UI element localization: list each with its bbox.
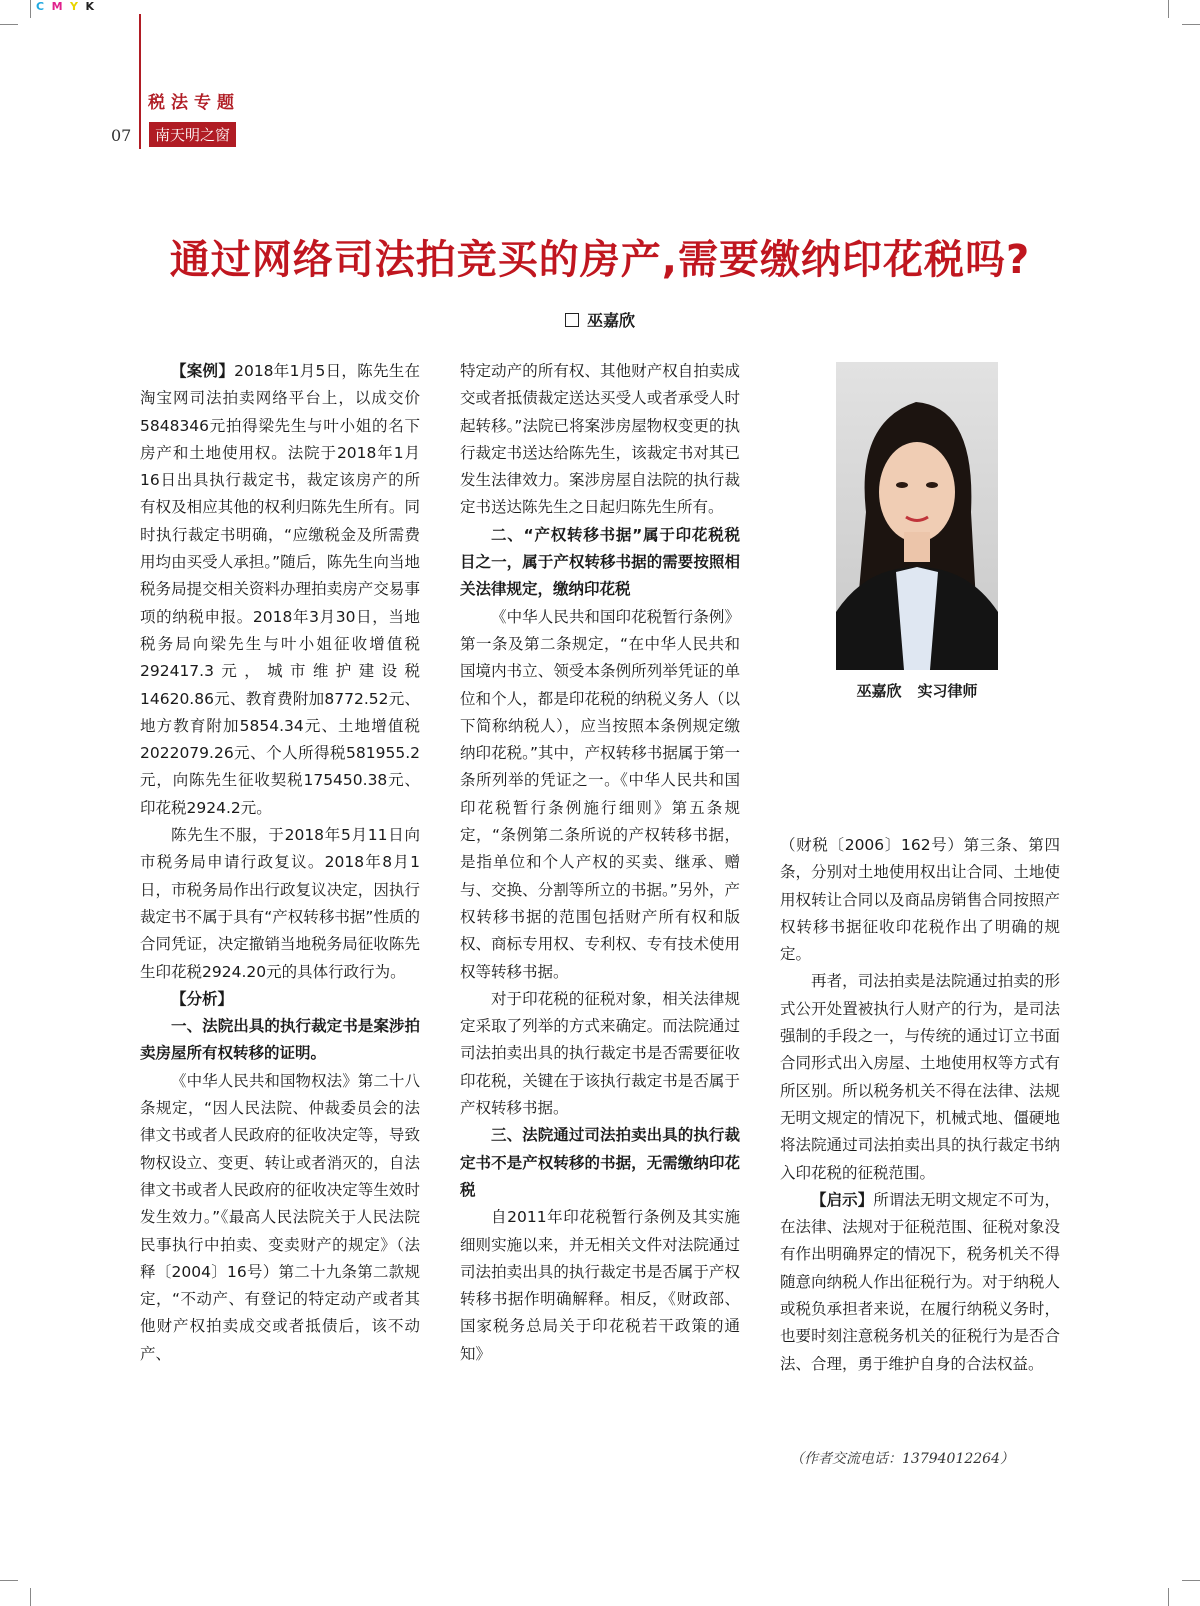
portrait-image: [836, 362, 998, 670]
heading-3: 三、法院通过司法拍卖出具的执行裁定书不是产权转移的书据，无需缴纳印花税: [460, 1126, 740, 1199]
author-name: 巫嘉欣: [586, 311, 635, 330]
crop-mark: [1182, 24, 1200, 25]
column-tag: 南天明之窗: [149, 122, 236, 147]
article-title: 通过网络司法拍竞买的房产,需要缴纳印花税吗?: [169, 237, 1031, 283]
caption-name: 巫嘉欣: [856, 682, 902, 700]
heading-2: 二、“产权转移书据”属于印花税税目之一，属于产权转移书据的需要按照相关法律规定，缴纳印花税: [460, 525, 740, 599]
paragraph: 特定动产的所有权、其他财产权自拍卖成交或者抵债裁定送达买受人或者承受人时起转移。”法院已将案涉房屋物权变更的执行裁定书送达给陈先生，该裁定书对其已发生法律效力。案涉房屋自法院的执行裁定书送达陈先生之日起归陈先生所有。: [460, 362, 740, 517]
paragraph: 《中华人民共和国印花税暂行条例》第一条及第二条规定，“在中华人民共和国境内书立、领受本条例所列举凭证的单位和个人，都是印花税的纳税义务人（以下简称纳税人），应当按照本条例规定缴纳印花税。”其中，产权转移书据属于第一条所列举的凭证之一。《中华人民共和国印花税暂行条例施行细则》第五条规定，“条例第二条所说的产权转移书据，是指单位和个人产权的买卖、继承、赠与、交换、分割等所立的书据。”另外，产权转移书据的范围包括财产所有权和版权、商标专用权、专利权、专有技术使用权等转移书据。: [460, 607, 740, 981]
column-3: [780, 832, 1060, 1378]
case-paragraph: [140, 358, 420, 822]
paragraph: 自2011年印花税暂行条例及其实施细则实施以来，并无相关文件对法院通过司法拍卖出具的执行裁定书是否属于产权转移书据作明确解释。相反，《财政部、国家税务总局关于印花税若干政策的通知》: [460, 1208, 740, 1363]
crop-mark: [1168, 0, 1169, 18]
crop-mark: [1168, 1588, 1169, 1606]
crop-mark: [30, 0, 31, 18]
byline: [0, 308, 1200, 331]
header-rule: [139, 14, 141, 149]
paragraph: 《中华人民共和国物权法》第二十八条规定，“因人民法院、仲裁委员会的法律文书或者人民政府的征收决定等，导致物权设立、变更、转让或者消灭的，自法律文书或者人民政府的征收决定等生效时发生效力。”《最高人民法院关于人民法院民事执行中拍卖、变卖财产的规定》（法释〔2004〕16号）第二十九条第二款规定，“不动产、有登记的特定动产或者其他财产权拍卖成交或者抵债后，该不动产、: [140, 1071, 420, 1363]
paragraph: 陈先生不服，于2018年5月11日向市税务局申请行政复议。2018年8月1日，市税务局作出行政复议决定，因执行裁定书不属于具有“产权转移书据”性质的合同凭证，决定撤销当地税务局征收陈先生印花税2924.20元的具体行政行为。: [140, 826, 420, 981]
cmyk-marks: [36, 0, 96, 13]
paragraph: 再者，司法拍卖是法院通过拍卖的形式公开处置被执行人财产的行为，是司法强制的手段之一，与传统的通过订立书面合同形式出入房屋、土地使用权等方式有所区别。所以税务机关不得在法律、法规无明文规定的情况下，机械式地、僵硬地将法院通过司法拍卖出具的执行裁定书纳入印花税的征税范围。: [780, 972, 1060, 1182]
crop-mark: [30, 1588, 31, 1606]
cmyk-y: Y: [70, 0, 80, 13]
case-text: 2018年1月5日，陈先生在淘宝网司法拍卖网络平台上，以成交价5848346元拍得梁先生与叶小姐的名下房产和土地使用权。法院于2018年1月16日出具执行裁定书，裁定该房产的所有权及相应其他的权利归陈先生所有。同时执行裁定书明确，“应缴税金及所需费用均由买受人承担。”随后，陈先生向当地税务局提交相关资料办理拍卖房产交易事项的纳税申报。2018年3月30日，当地税务局向梁先生与叶小姐征收增值税292417.3元，城市维护建设税14620.86元、教育费附加8772.52元、地方教育附加5854.34元、土地增值税2022079.26元、个人所得税581955.2元，向陈先生征收契税175450.38元、印花税2924.2元。: [140, 362, 420, 817]
case-label: 【案例】: [171, 362, 235, 380]
column-2: [460, 358, 740, 1368]
byline-box-icon: [565, 313, 579, 327]
page-number: 07: [111, 126, 132, 145]
cmyk-k: K: [85, 0, 97, 13]
insight-paragraph: [780, 1187, 1060, 1378]
insight-text: 所谓法无明文规定不可为，在法律、法规对于征税范围、征税对象没有作出明确界定的情况下，税务机关不得随意向纳税人作出征税行为。对于纳税人或税负承担者来说，在履行纳税义务时，也要时刻注意税务机关的征税行为是否合法、合理，勇于维护自身的合法权益。: [780, 1190, 1060, 1373]
cmyk-m: M: [51, 0, 65, 13]
author-contact: （作者交流电话：13794012264）: [790, 1451, 1014, 1467]
column-1: [140, 358, 420, 1368]
section-label: 税法专题: [148, 93, 240, 113]
paragraph: 对于印花税的征税对象，相关法律规定采取了列举的方式来确定。而法院通过司法拍卖出具的执行裁定书是否需要征收印花税，关键在于该执行裁定书是否属于产权转移书据。: [460, 989, 740, 1118]
caption-role: 实习律师: [917, 682, 978, 700]
cmyk-c: C: [36, 0, 47, 13]
crop-mark: [1182, 1580, 1200, 1581]
crop-mark: [0, 1580, 18, 1581]
author-photo: [836, 362, 998, 670]
crop-mark: [0, 24, 18, 25]
analysis-label: 【分析】: [171, 989, 234, 1008]
paragraph: （财税〔2006〕162号）第三条、第四条，分别对土地使用权出让合同、土地使用权转让合同以及商品房销售合同按照产权转移书据征收印花税作出了明确的规定。: [780, 836, 1060, 964]
heading-1: 一、法院出具的执行裁定书是案涉拍卖房屋所有权转移的证明。: [140, 1017, 420, 1063]
photo-caption: [836, 680, 998, 701]
insight-label: 【启示】: [811, 1190, 874, 1209]
